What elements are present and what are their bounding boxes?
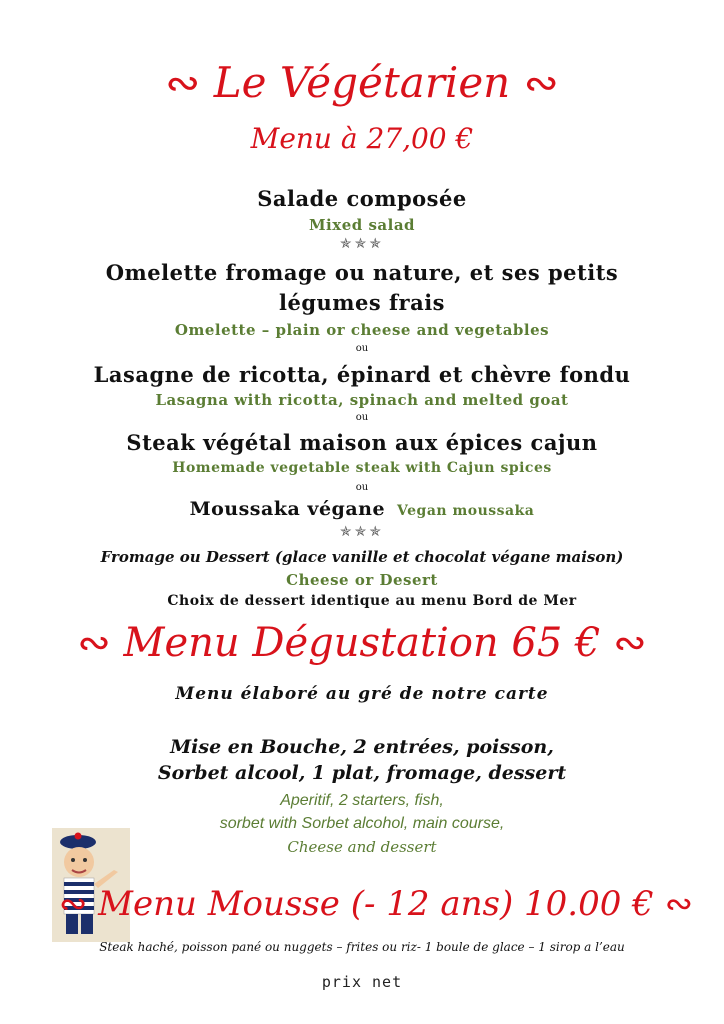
vegetarien-title-text: Le Végétarien bbox=[213, 58, 511, 107]
degustation-subtitle: Menu élaboré au gré de notre carte bbox=[175, 684, 549, 704]
right-ornament-icon: ∾ bbox=[613, 620, 647, 666]
dessert-note: Choix de dessert identique au menu Bord de Mer bbox=[167, 593, 577, 609]
left-ornament-icon: ∾ bbox=[77, 620, 111, 666]
separator-stars-2: ✯✯✯ bbox=[339, 524, 385, 540]
degustation-title bbox=[0, 620, 724, 666]
vegetarien-title bbox=[0, 58, 724, 107]
main-3-en: Homemade vegetable steak with Cajun spices bbox=[172, 460, 552, 476]
main-1-fr-line2: légumes frais bbox=[278, 290, 445, 315]
or-1: ou bbox=[355, 343, 369, 354]
main-4-en: Vegan moussaka bbox=[397, 503, 535, 519]
left-ornament-icon: ∾ bbox=[58, 884, 88, 924]
main-3-fr: Steak végétal maison aux épices cajun bbox=[126, 430, 598, 455]
or-3: ou bbox=[355, 482, 369, 493]
degustation-title-text: Menu Dégustation 65 € bbox=[123, 620, 601, 666]
degustation-en-line2: sorbet with Sorbet alcohol, main course, bbox=[219, 815, 505, 832]
degustation-en-line3: Cheese and dessert bbox=[287, 838, 437, 856]
vegetarien-price: Menu à 27,00 € bbox=[250, 122, 474, 155]
main-1-en: Omelette – plain or cheese and vegetables bbox=[174, 321, 550, 339]
degustation-en-line1: Aperitif, 2 starters, fish, bbox=[280, 792, 444, 809]
right-ornament-icon: ∾ bbox=[523, 58, 559, 107]
main-1-fr-line1: Omelette fromage ou nature, et ses petits bbox=[105, 260, 619, 285]
left-ornament-icon: ∾ bbox=[165, 58, 201, 107]
separator-stars-1: ✯✯✯ bbox=[339, 236, 385, 252]
right-ornament-icon: ∾ bbox=[664, 884, 694, 924]
main-2-en: Lasagna with ricotta, spinach and melted goat bbox=[155, 391, 569, 409]
main-2-fr: Lasagne de ricotta, épinard et chèvre fondu bbox=[93, 362, 631, 387]
mousse-description: Steak haché, poisson pané ou nuggets – frites ou riz- 1 boule de glace – 1 sirop a l’eau bbox=[99, 940, 625, 954]
main-4-fr: Moussaka végane bbox=[189, 498, 386, 520]
price-note: prix net bbox=[321, 973, 403, 991]
or-2: ou bbox=[355, 412, 369, 423]
main-4 bbox=[0, 498, 724, 520]
mousse-title-text: Menu Mousse (- 12 ans) 10.00 € bbox=[98, 884, 654, 924]
starter-en: Mixed salad bbox=[308, 216, 416, 234]
degustation-fr-line1: Mise en Bouche, 2 entrées, poisson, bbox=[170, 736, 554, 758]
dessert-fr: Fromage ou Dessert (glace vanille et chocolat végane maison) bbox=[100, 548, 624, 566]
dessert-en: Cheese or Desert bbox=[286, 571, 438, 589]
starter-fr: Salade composée bbox=[257, 186, 467, 211]
degustation-fr-line2: Sorbet alcool, 1 plat, fromage, dessert bbox=[157, 762, 567, 784]
mousse-title bbox=[14, 884, 724, 924]
